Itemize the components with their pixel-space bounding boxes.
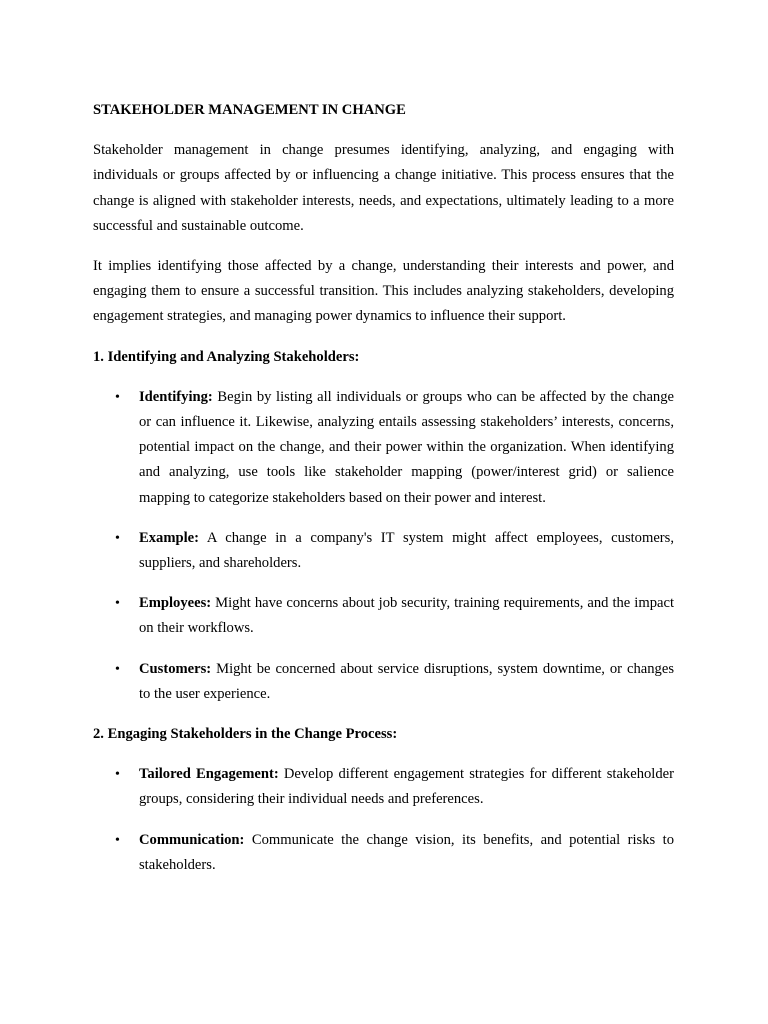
intro-paragraph: Stakeholder management in change presumes identifying, analyzing, and engaging with individuals or groups affected by or influencing a change initiative. This process ensures that the change is aligned with stakeholder interests, needs, and expectations, ultimately leading to a more successful and sustainable outcome.: [93, 142, 674, 234]
list-item-text: Communicate the change vision, its benefits, and potential risks to stakeholders.: [139, 831, 674, 873]
list-item-term: Identifying:: [139, 388, 213, 405]
section-heading: 1. Identifying and Analyzing Stakeholders:: [93, 348, 360, 365]
list-item-text: Begin by listing all individuals or groups who can be affected by the change or can influence it. Likewise, analyzing entails assessing stakeholders’ interests, concerns, potential impact on the change, and their power within the organization. When identifying and analyzing, use tools like stakeholder mapping (power/interest grid) or salience mapping to categorize stakeholders based on their power and interest.: [139, 388, 674, 506]
list-item: [93, 526, 674, 576]
document-page: [93, 98, 674, 893]
bullet-icon: •: [115, 767, 120, 783]
bullet-icon: •: [115, 389, 120, 405]
list-item-text: Might have concerns about job security, training requirements, and the impact on their workflows.: [139, 595, 674, 637]
list-item: [93, 762, 674, 812]
intro-paragraph: It implies identifying those affected by a change, understanding their interests and power, and engaging them to ensure a successful transition. This includes analyzing stakeholders, developing engagement strategies, and managing power dynamics to influence their support.: [93, 258, 674, 325]
bullet-list: [93, 762, 674, 878]
list-item-text: Might be concerned about service disruptions, system downtime, or changes to the user experience.: [139, 660, 674, 702]
document-title: STAKEHOLDER MANAGEMENT IN CHANGE: [93, 102, 406, 118]
list-item: [93, 385, 674, 511]
list-item: [93, 657, 674, 707]
section-heading: 2. Engaging Stakeholders in the Change Process:: [93, 726, 398, 743]
list-item-term: Customers:: [139, 660, 212, 677]
bullet-icon: •: [115, 661, 120, 677]
list-item-text: Develop different engagement strategies for different stakeholder groups, considering their individual needs and preferences.: [139, 766, 674, 808]
list-item-term: Communication:: [139, 831, 245, 848]
list-item-text: A change in a company's IT system might affect employees, customers, suppliers, and shareholders.: [139, 529, 674, 572]
bullet-icon: •: [115, 596, 120, 612]
list-item: [93, 591, 674, 641]
list-item-term: Tailored Engagement:: [139, 766, 279, 783]
list-item-term: Employees:: [139, 595, 212, 612]
bullet-icon: •: [115, 832, 120, 848]
list-item: [93, 828, 674, 878]
bullet-list: [93, 385, 674, 707]
bullet-icon: •: [115, 530, 120, 546]
list-item-term: Example:: [139, 529, 199, 546]
